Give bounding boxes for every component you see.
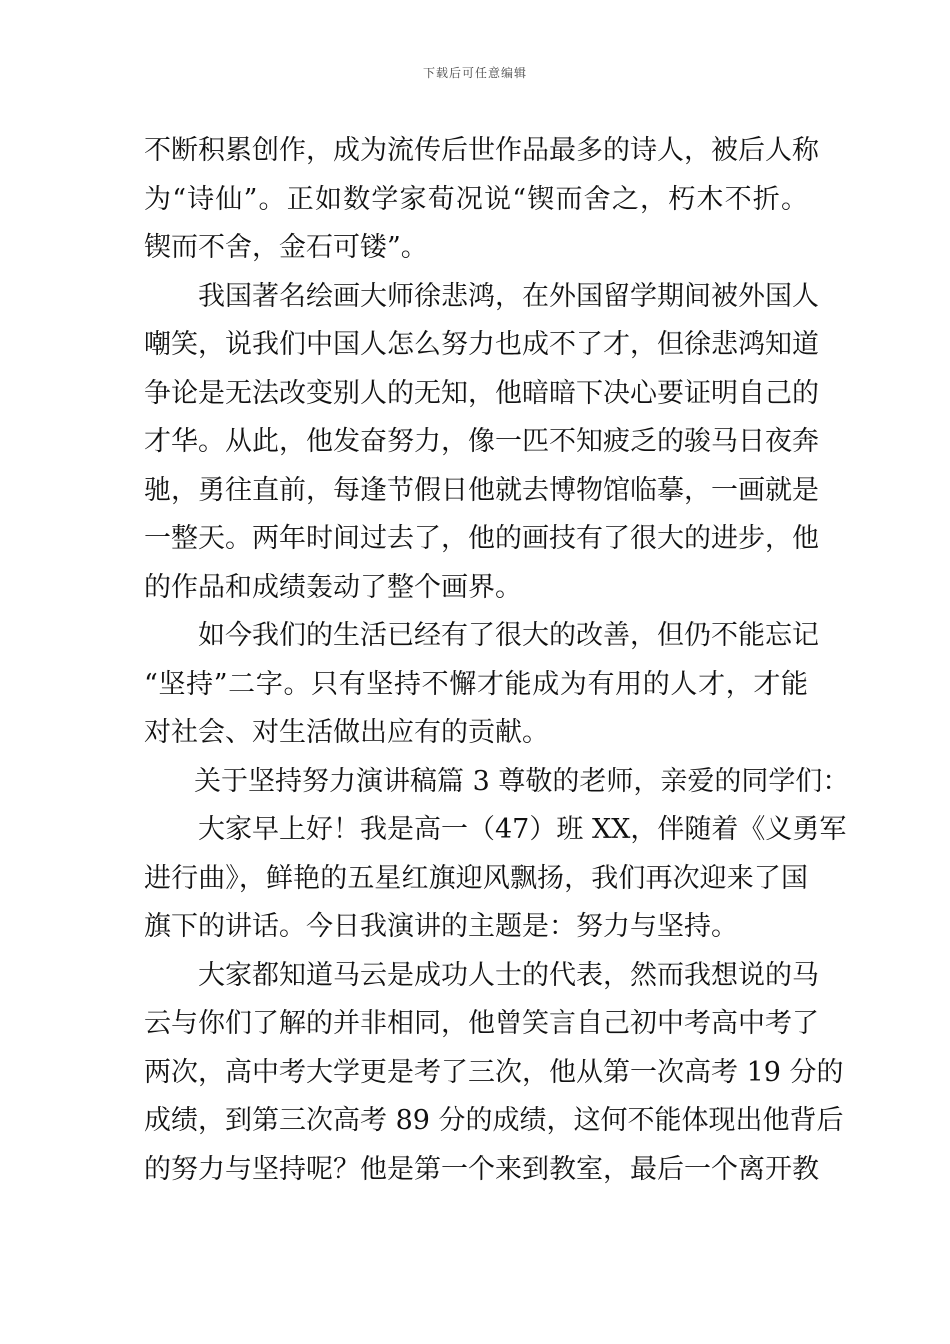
text-line: 一整天。两年时间过去了，他的画技有了很大的进步，他 (144, 523, 819, 554)
section-heading (144, 758, 850, 807)
text-line: 不断积累创作，成为流传后世作品最多的诗人，被后人称 (144, 135, 819, 166)
text-line: 锲而不舍，金石可镂”。 (144, 232, 428, 263)
text-line: 两次，高中考大学更是考了三次，他从第一次高考 19 分的 (144, 1056, 844, 1088)
text-line: 的努力与坚持呢？他是第一个来到教室，最后一个离开教 (144, 1153, 819, 1185)
text-line: 大家早上好！我是高一（47）班 XX，伴随着《义勇军 (198, 814, 847, 845)
text-line: 旗下的讲话。今日我演讲的主题是：努力与坚持。 (144, 911, 738, 942)
text-line: 云与你们了解的并非相同，他曾笑言自己初中考高中考了 (144, 1008, 819, 1039)
paragraph (144, 273, 819, 613)
text-line: 嘲笑，说我们中国人怎么努力也成不了才，但徐悲鸿知道 (144, 329, 819, 360)
text-line: 才华。从此，他发奋努力，像一匹不知疲乏的骏马日夜奔 (144, 426, 819, 457)
text-line: 对社会、对生活做出应有的贡献。 (144, 717, 549, 748)
text-line: 大家都知道马云是成功人士的代表，然而我想说的马 (198, 959, 819, 991)
text-line: 驰，勇往直前，每逢节假日他就去博物馆临摹，一画就是 (144, 474, 819, 506)
paragraph (144, 952, 844, 1195)
text-line: “坚持”二字。只有坚持不懈才能成为有用的人才，才能 (144, 668, 808, 700)
text-line: 成绩，到第三次高考 89 分的成绩，这何不能体现出他背后 (144, 1105, 844, 1136)
text-line: 的作品和成绩轰动了整个画界。 (144, 571, 522, 603)
text-line: 进行曲》，鲜艳的五星红旗迎风飘扬，我们再次迎来了国 (144, 862, 808, 894)
text-line: 如今我们的生活已经有了很大的改善，但仍不能忘记 (198, 620, 819, 651)
paragraph (144, 127, 819, 273)
text-line: 争论是无法改变别人的无知，他暗暗下决心要证明自己的 (144, 377, 819, 409)
paragraph (144, 612, 819, 758)
paragraph (144, 806, 847, 952)
page-header: 下载后可任意编辑 (422, 66, 527, 80)
text-line: 关于坚持努力演讲稿篇 3 尊敬的老师，亲爱的同学们： (194, 765, 850, 797)
document-body (144, 127, 850, 1194)
text-line: 为“诗仙”。正如数学家荀况说“锲而舍之，朽木不折。 (144, 183, 808, 215)
text-line: 我国著名绘画大师徐悲鸿，在外国留学期间被外国人 (198, 280, 819, 312)
